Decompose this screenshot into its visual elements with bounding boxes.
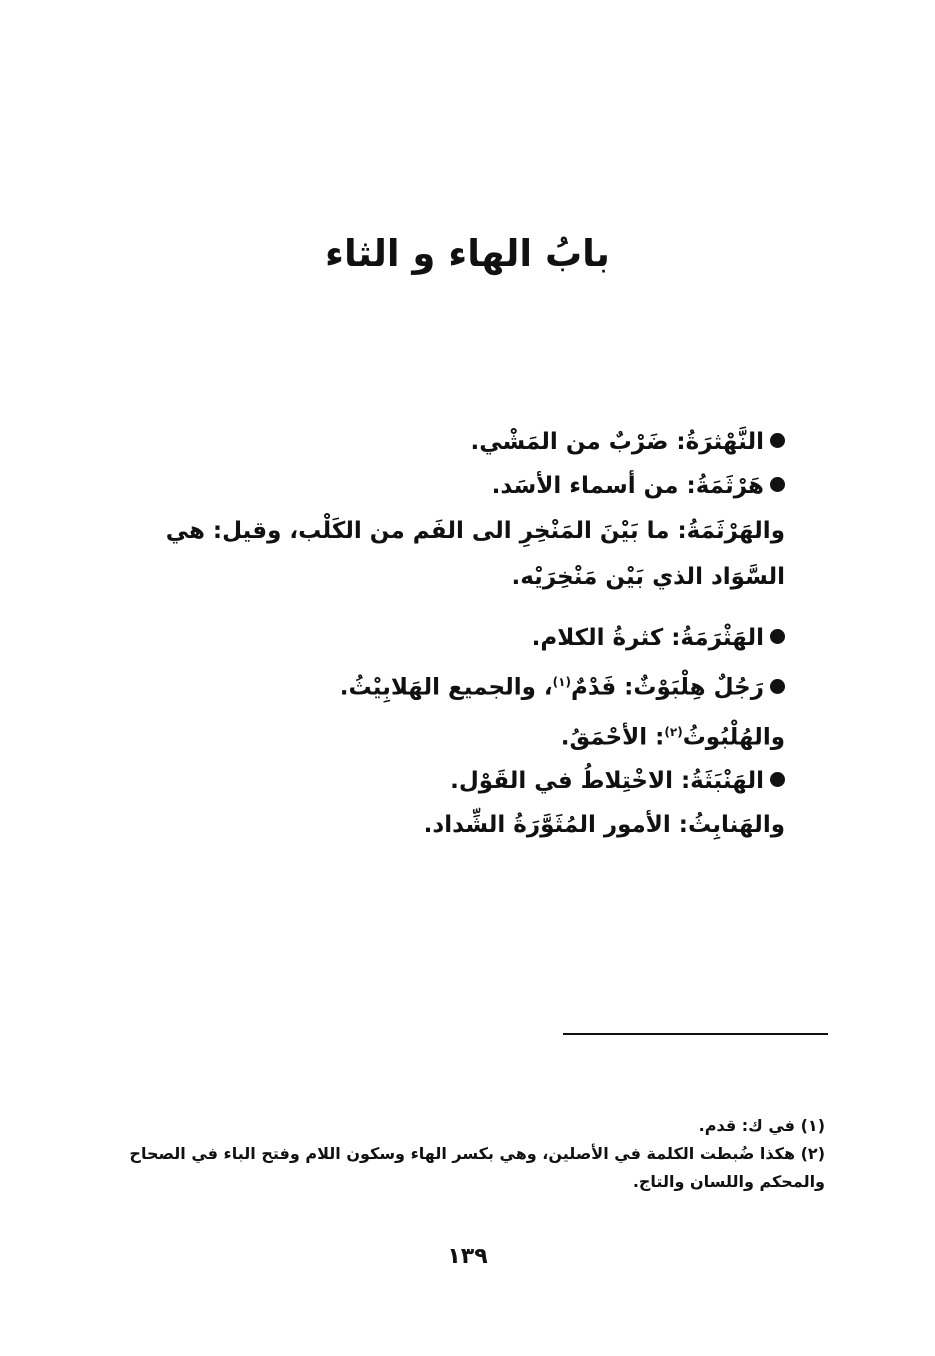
bullet-icon	[770, 772, 785, 787]
chapter-title: بابُ الهاء و الثاء	[325, 232, 610, 275]
page-number: ١٣٩	[447, 1244, 488, 1269]
bullet-icon	[770, 477, 785, 492]
entry-nahthara: النَّهْثرَةُ: ضَرْبٌ من المَشْي.	[95, 420, 785, 464]
entry-hulbuth: والهُلْبُوثُ$^{(٢)}$: الأحْمَقُ.	[560, 724, 785, 751]
footnote-ref-1[interactable]: (١)	[552, 675, 571, 689]
bullet-icon	[770, 433, 785, 448]
entry-hathrama: الهَثْرَمَةُ: كثرةُ الكلام.	[95, 616, 785, 660]
entry-hanabith: والهَنابِثُ: الأمور المُثَوَّرَةُ الشِّداد.	[423, 812, 785, 839]
bullet-icon	[770, 679, 785, 694]
entry-hanbatha: الهَنْبَثَةُ: الاخْتِلاطُ في القَوْل.	[95, 759, 785, 803]
bullet-icon	[770, 629, 785, 644]
entry-harthama-def: والهَرْثَمَةُ: ما بَيْنَ المَنْخِرِ الى الفَم من الكَلْب، وقيل: هي السَّوَاد الذي بَيْن مَنْخِرَيْه.	[165, 518, 785, 590]
footnote-divider	[563, 1033, 828, 1035]
footnote-2: (٢) هكذا ضُبطت الكلمة في الأصلين، وهي بكسر الهاء وسكون اللام وفتح الباء في الصحاح والمحكم واللسان والتاج.	[129, 1144, 825, 1191]
footnote-ref-2[interactable]: (٢)	[664, 724, 683, 739]
footnotes	[105, 1112, 825, 1196]
entry-hilbawth: رَجُلٌ هِلْبَوْثٌ: فَدْمٌ$^{(١)}$، والجميع الهَلابِيْثُ.	[95, 660, 785, 710]
entry-harthama: هَرْثَمَةُ: من أسماء الأسَد.	[95, 464, 785, 508]
entries-list	[95, 420, 785, 847]
footnote-1: (١) في ك: قدم.	[698, 1116, 825, 1135]
